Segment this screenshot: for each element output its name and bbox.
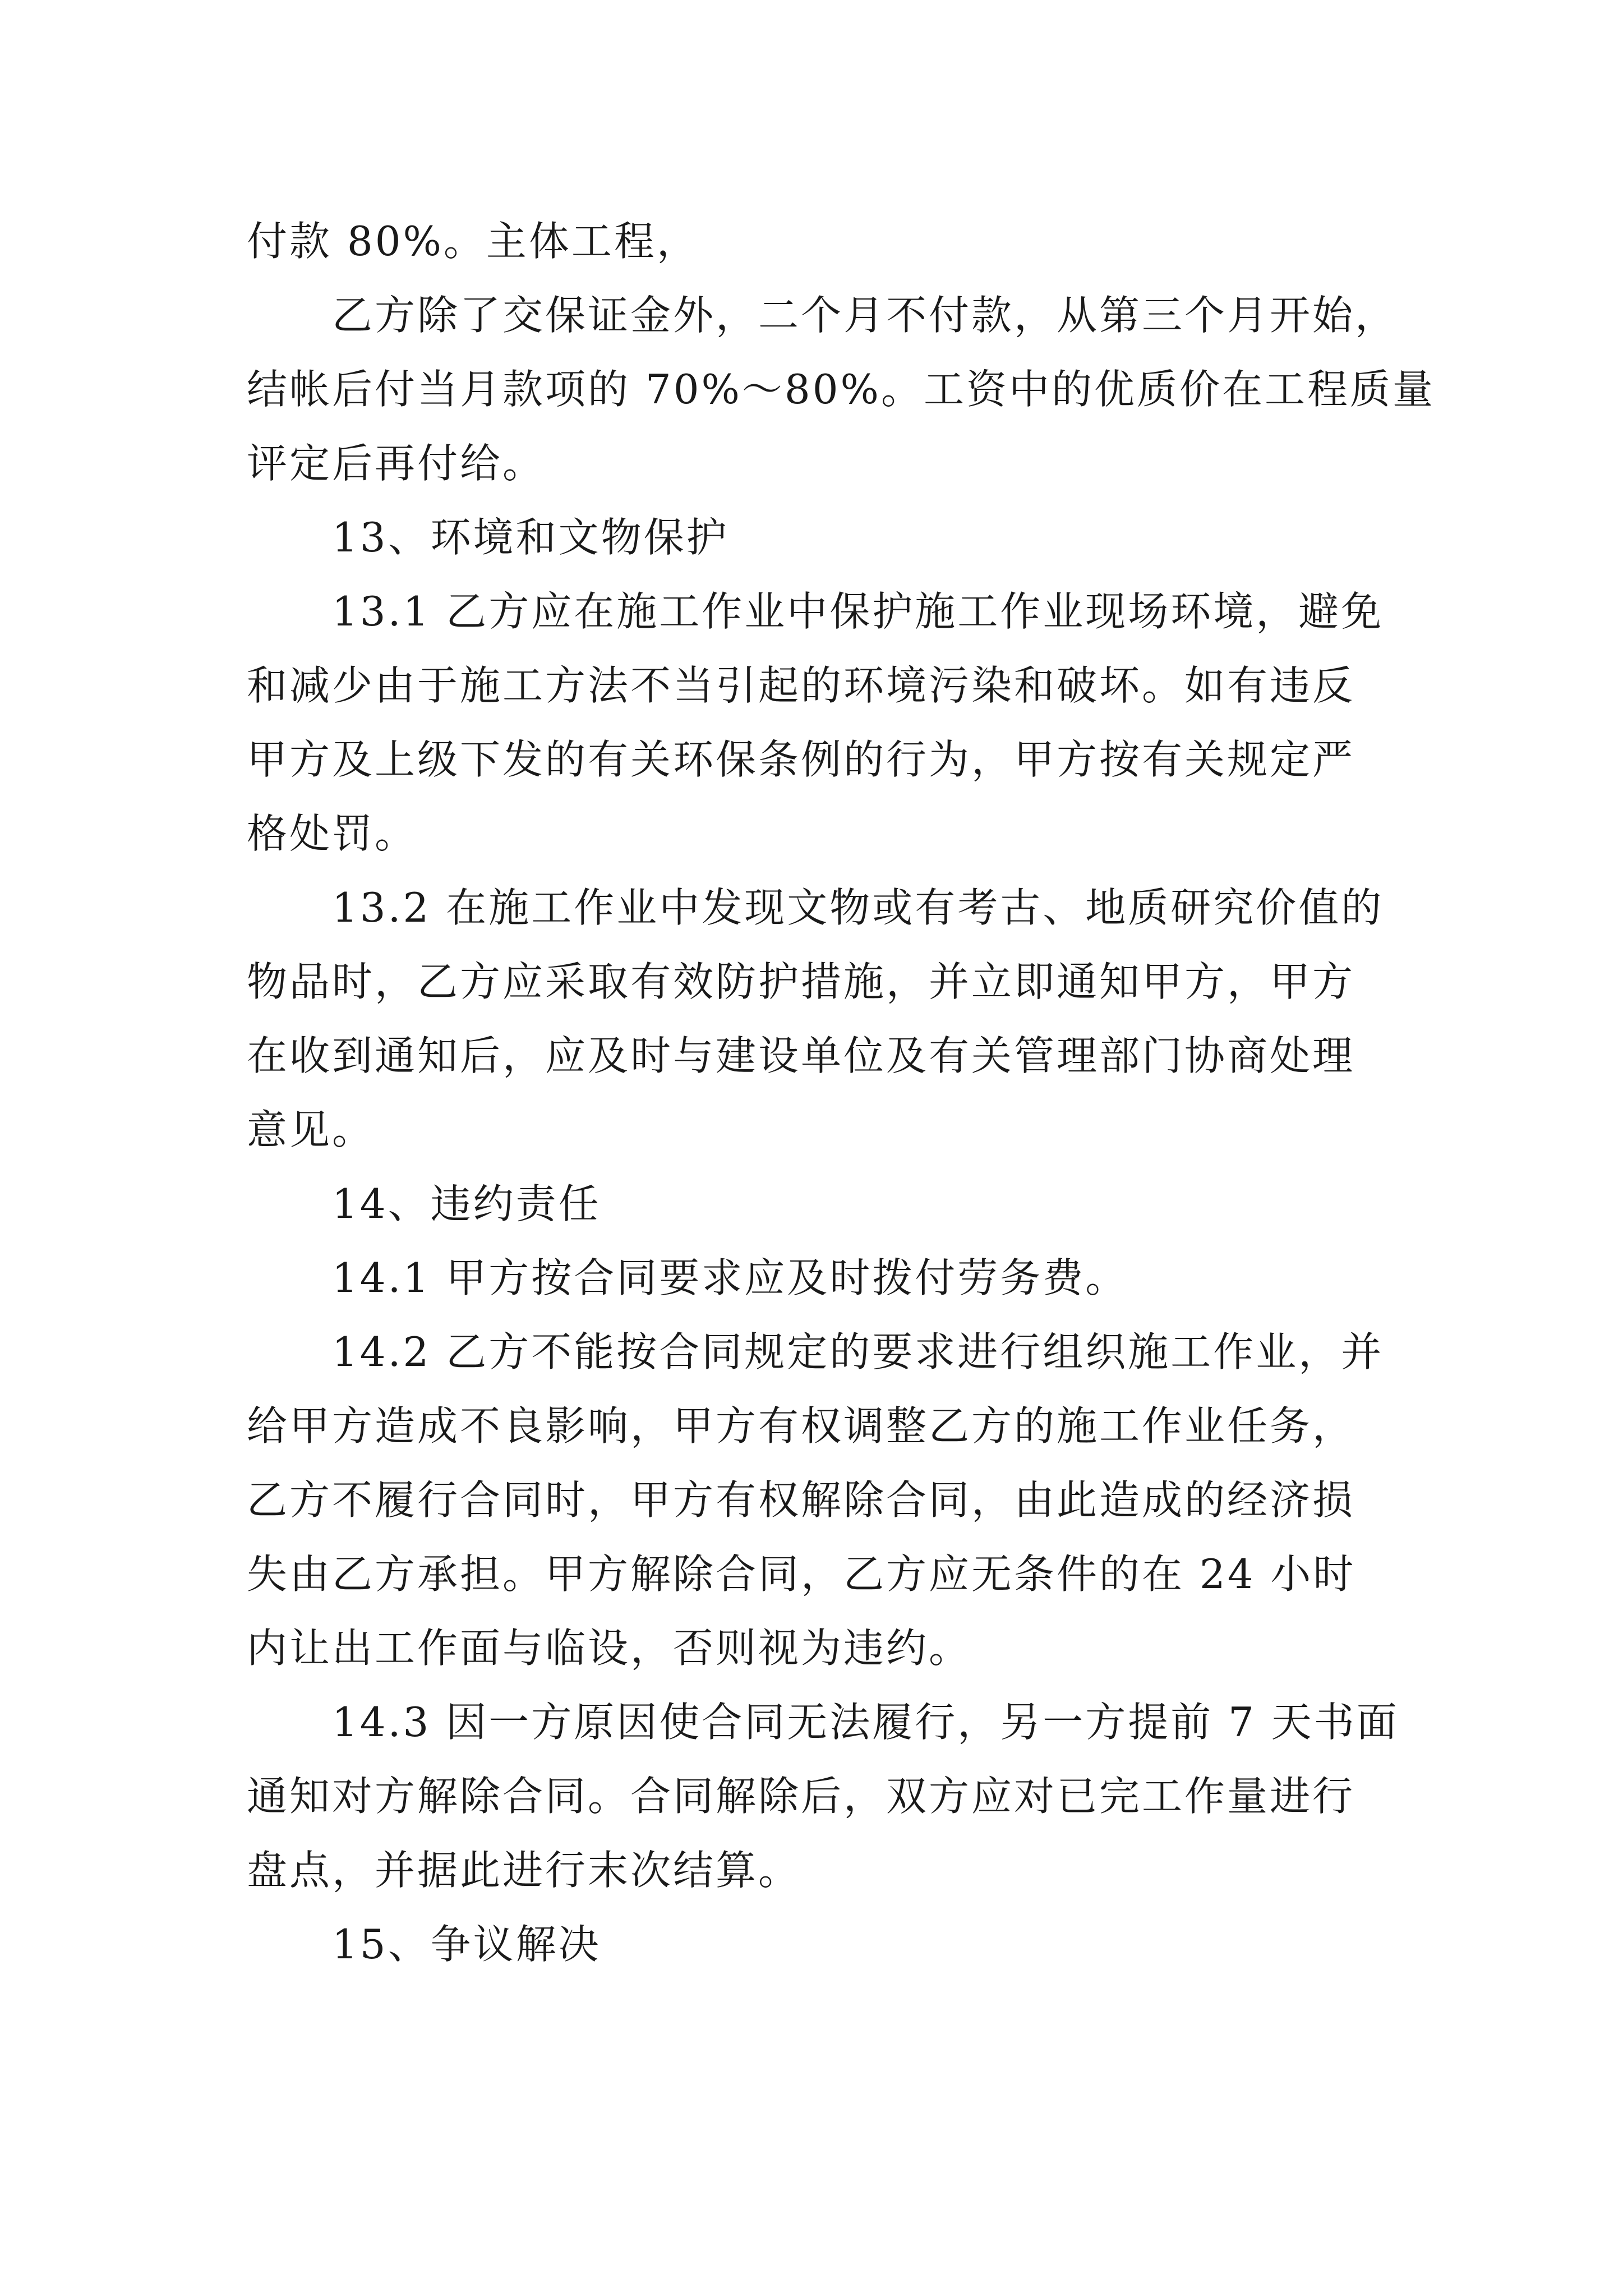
paragraph-first-line: 14.3 因一方原因使合同无法履行，另一方提前 7 天书面 [332,1699,1399,1746]
body-line: 在收到通知后，应及时与建设单位及有关管理部门协商处理 [247,1032,1355,1079]
body-line: 甲方及上级下发的有关环保条例的行为，甲方按有关规定严 [247,736,1355,783]
paragraph-first-line: 14.2 乙方不能按合同规定的要求进行组织施工作业，并 [332,1328,1384,1375]
body-line: 通知对方解除合同。合同解除后，双方应对已完工作量进行 [247,1773,1355,1820]
paragraph-first-line: 乙方除了交保证金外，二个月不付款，从第三个月开始， [332,292,1398,339]
body-line: 乙方不履行合同时，甲方有权解除合同，由此造成的经济损 [247,1476,1355,1524]
section-heading: 14、违约责任 [332,1180,601,1227]
body-line: 结帐后付当月款项的 70%～80%。工资中的优质价在工程质量 [247,366,1435,413]
body-line: 失由乙方承担。甲方解除合同，乙方应无条件的在 24 小时 [247,1550,1356,1598]
body-line: 格处罚。 [247,810,418,857]
section-heading: 15、争议解决 [332,1921,601,1968]
body-line: 评定后再付给。 [247,440,546,487]
body-line: 内让出工作面与临设，否则视为违约。 [247,1625,972,1672]
paragraph-first-line: 13.1 乙方应在施工作业中保护施工作业现场环境，避免 [332,588,1384,635]
paragraph-first-line: 13.2 在施工作业中发现文物或有考古、地质研究价值的 [332,884,1384,931]
body-line: 盘点，并据此进行末次结算。 [247,1847,801,1894]
body-line: 付款 80%。主体工程， [247,218,699,265]
section-heading: 13、环境和文物保护 [332,514,729,561]
body-line: 和减少由于施工方法不当引起的环境污染和破坏。如有违反 [247,662,1355,709]
body-line: 意见。 [247,1106,375,1153]
body-line: 物品时，乙方应采取有效防护措施，并立即通知甲方，甲方 [247,958,1355,1005]
paragraph-first-line: 14.1 甲方按合同要求应及时拨付劳务费。 [332,1254,1128,1301]
body-line: 给甲方造成不良影响，甲方有权调整乙方的施工作业任务， [247,1402,1355,1450]
